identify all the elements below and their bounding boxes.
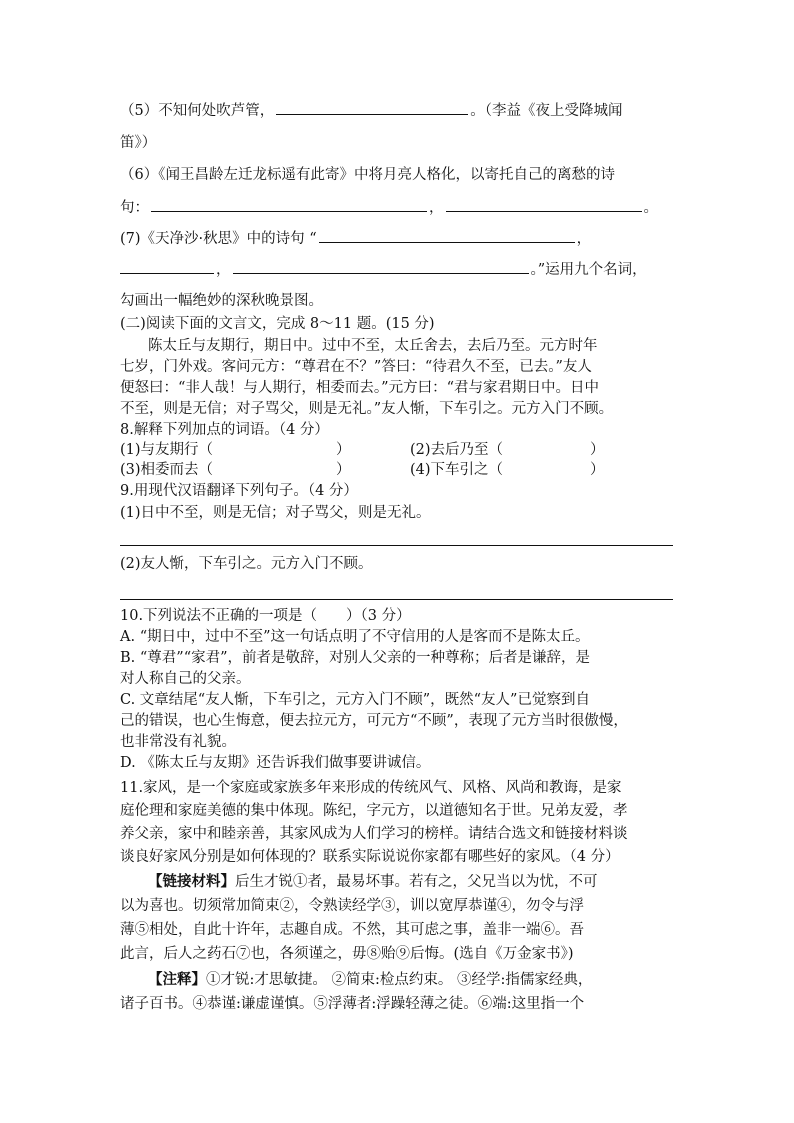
q8-close: ） — [336, 462, 351, 478]
q7-line-2 — [120, 259, 674, 280]
notes-label: 【注释】 — [148, 971, 206, 988]
q8-close: ） — [590, 442, 605, 458]
q8-item-2: (2)去后乃至（ — [410, 442, 504, 458]
q11-text: 养父亲，家中和睦亲善，其家风成为人们学习的榜样。请结合选文和链接材料谈 — [120, 826, 628, 842]
q5-text-c: 笛》） — [120, 135, 157, 151]
q10-option: 也非常没有礼貌。 — [120, 734, 236, 750]
q7-line — [120, 228, 674, 249]
passage-line: 不至，则是无信；对子骂父，则是无礼。”友人惭，下车引之。元方入门不顾。 — [120, 401, 614, 417]
q8-item-3: (3)相委而去（ — [120, 462, 214, 478]
link-material-line: 薄⑤相处，自此十许年，志趣自成。不然，其可虑之事，盖非一端⑥。吾 — [120, 922, 584, 938]
q7-text-b: ， — [576, 231, 592, 247]
q9-sentence-1: (1)日中不至，则是无信；对子骂父，则是无礼。 — [120, 505, 431, 521]
q11-text: 庭伦理和家庭美德的集中体现。陈纪，字元方，以道德知名于世。兄弟友爱，孝 — [120, 803, 628, 819]
q10-stem: 10.下列说法不正确的一项是（ ）（3 分） — [120, 608, 411, 624]
q7-line-3 — [120, 291, 674, 311]
section2-heading: (二)阅读下面的文言文，完成 8～11 题。(15 分) — [120, 316, 435, 332]
q6-text-d: 。 — [643, 200, 658, 216]
answer-blank[interactable] — [151, 197, 427, 212]
q5-line — [120, 100, 674, 121]
answer-blank[interactable] — [276, 100, 468, 115]
answer-line[interactable] — [120, 599, 673, 600]
notes-text: ①才锐:才思敏捷。 ②简束:检点约束。 ③经学:指儒家经典， — [206, 972, 593, 988]
q10-option: A. “期日中，过中不至”这一句话点明了不守信用的人是客而不是陈太丘。 — [120, 629, 590, 645]
q5-text-b: 。（李益《夜上受降城闻 — [470, 103, 623, 119]
answer-blank[interactable] — [233, 259, 529, 274]
passage-line: 便怒曰：“非人哉！与人期行，相委而去。”元方曰：“君与家君期日中。日中 — [120, 380, 599, 396]
q10-option: C. 文章结尾“友人惭，下车引之，元方入门不顾”，既然“友人”已觉察到自 — [120, 692, 590, 708]
answer-blank[interactable] — [446, 197, 642, 212]
q8-stem: 8.解释下列加点的词语。（4 分） — [120, 422, 329, 438]
q5-text-a: （5）不知何处吹芦管， — [120, 103, 275, 119]
q6-line-2 — [120, 197, 674, 218]
link-material-line — [148, 872, 674, 892]
passage-line: 七岁，门外戏。客问元方：“尊君在不？”答曰：“待君久不至，已去。”友人 — [120, 359, 592, 375]
q7-text-e: 勾画出一幅绝妙的深秋晚景图。 — [120, 293, 323, 309]
q7-text-d: 。”运用九个名词， — [530, 262, 647, 278]
link-material-label: 【链接材料】 — [148, 873, 235, 890]
link-material-line: 以为喜也。切须常加简束②，令熟读经学③，训以宽厚恭谨④，勿令与浮 — [120, 898, 584, 914]
answer-blank[interactable] — [319, 228, 575, 243]
notes-line: 诸子百书。④恭谨:谦虚谨慎。⑤浮薄者:浮躁轻薄之徒。⑥端:这里指一个 — [120, 996, 585, 1012]
q8-close: ） — [590, 462, 605, 478]
q11-text: 11.家风，是一个家庭或家族多年来形成的传统风气、风格、风尚和教诲，是家 — [120, 780, 622, 796]
q7-text-a: (7)《天净沙·秋思》中的诗句 “ — [120, 231, 317, 247]
passage-line: 陈太丘与友期行，期日中。过中不至，太丘舍去，去后乃至。元方时年 — [148, 338, 598, 354]
q6-text-b: 句： — [120, 200, 149, 216]
q8-item-1: (1)与友期行（ — [120, 442, 214, 458]
q10-option: D. 《陈太丘与友期》还告诉我们做事要讲诚信。 — [120, 755, 431, 771]
q5-line-2 — [120, 133, 674, 153]
q10-option: 对人称自己的父亲。 — [120, 671, 251, 687]
link-material-text: 后生才锐①者，最易坏事。若有之，父兄当以为忧，不可 — [235, 874, 598, 890]
answer-line[interactable] — [120, 545, 673, 546]
q9-sentence-2: (2)友人惭，下车引之。元方入门不顾。 — [120, 556, 373, 572]
q10-option: B. “尊君”“家君”，前者是敬辞，对别人父亲的一种尊称；后者是谦辞，是 — [120, 650, 591, 666]
q11-text: 谈良好家风分别是如何体现的？联系实际说说你家都有哪些好的家风。（4 分） — [120, 849, 620, 865]
answer-blank[interactable] — [120, 259, 214, 274]
link-material-line: 此言，后人之药石⑦也，各须谨之，毋⑧贻⑨后悔。(选自《万金家书》) — [120, 946, 574, 962]
q7-text-c: ， — [216, 262, 231, 278]
q6-text-a: （6）《闻王昌龄左迁龙标遥有此寄》中将月亮人格化，以寄托自己的离愁的诗 — [120, 167, 615, 183]
q10-option: 己的错误，也心生悔意，便去拉元方，可元方“不顾”，表现了元方当时很傲慢， — [120, 713, 628, 729]
q6-line — [120, 165, 674, 185]
notes-line — [148, 970, 674, 990]
q8-item-4: (4)下车引之（ — [410, 462, 504, 478]
q6-text-c: ， — [429, 200, 444, 216]
q9-stem: 9.用现代汉语翻译下列句子。（4 分） — [120, 483, 358, 499]
q8-close: ） — [336, 442, 351, 458]
